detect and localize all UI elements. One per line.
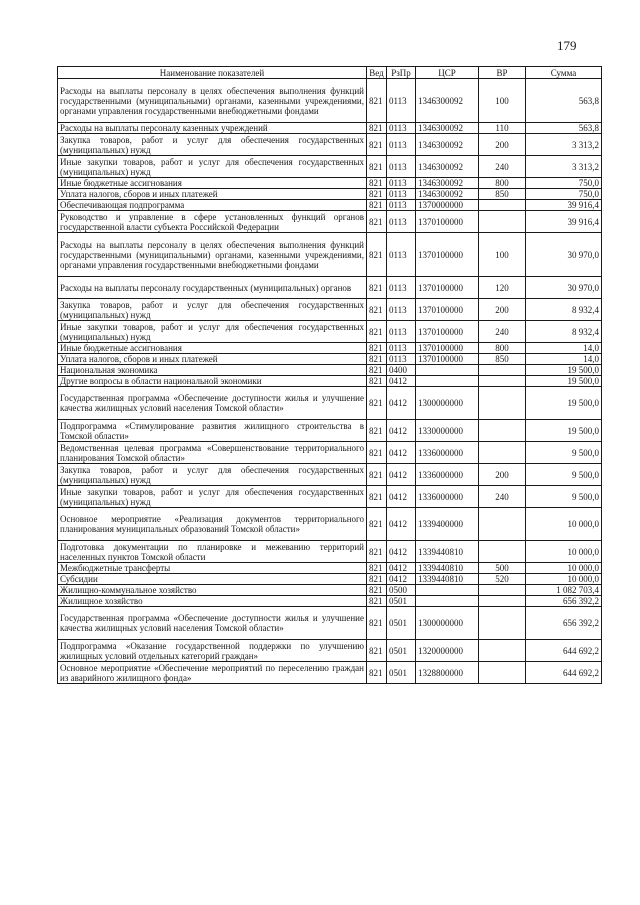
cell-rzpr: 0113: [387, 123, 416, 134]
table-row: [58, 123, 602, 134]
cell-rzpr: 0113: [387, 299, 416, 321]
cell-vr: 100: [479, 233, 526, 277]
cell-ved: 821: [367, 376, 387, 387]
cell-rzpr: 0412: [387, 563, 416, 574]
cell-ved: 821: [367, 134, 387, 156]
cell-name: Государственная программа «Обеспечение доступности жилья и улучшение качества жилищных условий населения Томской области»: [58, 607, 367, 640]
cell-ved: 821: [367, 585, 387, 596]
cell-ved: 821: [367, 365, 387, 376]
cell-sum: 750,0: [526, 189, 602, 200]
cell-ved: 821: [367, 200, 387, 211]
cell-sum: 30 970,0: [526, 277, 602, 299]
cell-sum: 750,0: [526, 178, 602, 189]
table-row: [58, 387, 602, 420]
cell-name: Закупка товаров, работ и услуг для обеспечения государственных (муниципальных) нужд: [58, 464, 367, 486]
cell-csr: 1339400000: [416, 508, 479, 541]
cell-csr: 1370100000: [416, 321, 479, 343]
cell-name: Межбюджетные трансферты: [58, 563, 367, 574]
cell-sum: 14,0: [526, 354, 602, 365]
cell-sum: 10 000,0: [526, 563, 602, 574]
cell-name: Расходы на выплаты персоналу в целях обеспечения выполнения функций государственными (муниципальными) органами, казенными учреждениями, органами управления государственными внебюджетными фондами: [58, 79, 367, 123]
table-row: [58, 211, 602, 233]
cell-csr: [416, 596, 479, 607]
cell-ved: 821: [367, 354, 387, 365]
cell-vr: 800: [479, 178, 526, 189]
table-row: [58, 640, 602, 662]
cell-rzpr: 0412: [387, 420, 416, 442]
cell-vr: [479, 365, 526, 376]
cell-name: Обеспечивающая подпрограмма: [58, 200, 367, 211]
cell-ved: 821: [367, 541, 387, 563]
cell-sum: 19 500,0: [526, 387, 602, 420]
cell-sum: 14,0: [526, 343, 602, 354]
cell-vr: 500: [479, 563, 526, 574]
cell-name: Закупка товаров, работ и услуг для обеспечения государственных (муниципальных) нужд: [58, 134, 367, 156]
cell-sum: 644 692,2: [526, 662, 602, 684]
cell-rzpr: 0412: [387, 574, 416, 585]
cell-rzpr: 0412: [387, 508, 416, 541]
cell-ved: 821: [367, 640, 387, 662]
table-row: [58, 156, 602, 178]
table-row: [58, 134, 602, 156]
cell-name: Национальная экономика: [58, 365, 367, 376]
header-name: Наименование показателей: [58, 67, 367, 79]
cell-sum: 9 500,0: [526, 464, 602, 486]
cell-rzpr: 0400: [387, 365, 416, 376]
cell-name: Другие вопросы в области национальной экономики: [58, 376, 367, 387]
cell-name: Государственная программа «Обеспечение доступности жилья и улучшение качества жилищных условий населения Томской области»: [58, 387, 367, 420]
cell-vr: [479, 596, 526, 607]
table-row: [58, 541, 602, 563]
cell-name: Подпрограмма «Оказание государственной поддержки по улучшению жилищных условий отдельных категорий граждан»: [58, 640, 367, 662]
cell-ved: 821: [367, 420, 387, 442]
cell-ved: 821: [367, 387, 387, 420]
cell-sum: 30 970,0: [526, 233, 602, 277]
cell-ved: 821: [367, 277, 387, 299]
cell-rzpr: 0113: [387, 200, 416, 211]
cell-vr: [479, 376, 526, 387]
cell-vr: [479, 640, 526, 662]
page-number: 179: [557, 38, 577, 53]
cell-vr: 120: [479, 277, 526, 299]
cell-ved: 821: [367, 189, 387, 200]
cell-vr: [479, 585, 526, 596]
cell-csr: 1370100000: [416, 343, 479, 354]
cell-ved: 821: [367, 486, 387, 508]
cell-sum: 8 932,4: [526, 321, 602, 343]
table-row: [58, 354, 602, 365]
cell-rzpr: 0412: [387, 541, 416, 563]
cell-csr: 1339440810: [416, 563, 479, 574]
cell-vr: 240: [479, 486, 526, 508]
cell-csr: 1370000000: [416, 200, 479, 211]
cell-rzpr: 0412: [387, 486, 416, 508]
cell-csr: 1346300092: [416, 134, 479, 156]
cell-csr: 1339440810: [416, 574, 479, 585]
cell-name: Уплата налогов, сборов и иных платежей: [58, 189, 367, 200]
cell-name: Ведомственная целевая программа «Совершенствование территориального планирования Томской области»: [58, 442, 367, 464]
cell-csr: 1339440810: [416, 541, 479, 563]
cell-ved: 821: [367, 79, 387, 123]
table-header-row: [58, 67, 602, 79]
table-row: [58, 343, 602, 354]
cell-name: Уплата налогов, сборов и иных платежей: [58, 354, 367, 365]
cell-csr: [416, 365, 479, 376]
table-row: [58, 200, 602, 211]
cell-rzpr: 0412: [387, 442, 416, 464]
cell-csr: 1336000000: [416, 442, 479, 464]
cell-sum: 656 392,2: [526, 607, 602, 640]
budget-table: [57, 66, 602, 684]
cell-ved: 821: [367, 508, 387, 541]
cell-sum: 1 082 703,4: [526, 585, 602, 596]
cell-vr: 240: [479, 321, 526, 343]
table-row: [58, 585, 602, 596]
cell-sum: 39 916,4: [526, 211, 602, 233]
cell-rzpr: 0113: [387, 178, 416, 189]
table-row: [58, 420, 602, 442]
cell-rzpr: 0113: [387, 134, 416, 156]
cell-name: Субсидии: [58, 574, 367, 585]
cell-csr: 1320000000: [416, 640, 479, 662]
cell-rzpr: 0412: [387, 376, 416, 387]
cell-rzpr: 0500: [387, 585, 416, 596]
table-row: [58, 365, 602, 376]
cell-sum: 19 500,0: [526, 376, 602, 387]
cell-vr: [479, 607, 526, 640]
cell-sum: 644 692,2: [526, 640, 602, 662]
cell-vr: [479, 200, 526, 211]
cell-vr: [479, 442, 526, 464]
table-body: [58, 79, 602, 684]
cell-vr: [479, 211, 526, 233]
cell-rzpr: 0412: [387, 387, 416, 420]
cell-name: Руководство и управление в сфере установленных функций органов государственной власти субъекта Российской Федерации: [58, 211, 367, 233]
table-row: [58, 178, 602, 189]
cell-sum: 9 500,0: [526, 442, 602, 464]
table-row: [58, 596, 602, 607]
cell-csr: 1346300092: [416, 189, 479, 200]
cell-vr: 110: [479, 123, 526, 134]
cell-name: Основное мероприятие «Обеспечение мероприятий по переселению граждан из аварийного жилищного фонда»: [58, 662, 367, 684]
cell-ved: 821: [367, 596, 387, 607]
cell-csr: 1346300092: [416, 123, 479, 134]
cell-name: Иные закупки товаров, работ и услуг для обеспечения государственных (муниципальных) нужд: [58, 486, 367, 508]
cell-ved: 821: [367, 343, 387, 354]
cell-rzpr: 0113: [387, 321, 416, 343]
cell-sum: 8 932,4: [526, 299, 602, 321]
cell-rzpr: 0113: [387, 354, 416, 365]
cell-vr: 240: [479, 156, 526, 178]
cell-csr: 1370100000: [416, 354, 479, 365]
cell-name: Жилищное хозяйство: [58, 596, 367, 607]
cell-csr: 1336000000: [416, 486, 479, 508]
cell-name: Жилищно-коммунальное хозяйство: [58, 585, 367, 596]
cell-csr: 1370100000: [416, 299, 479, 321]
cell-name: Иные бюджетные ассигнования: [58, 343, 367, 354]
table-row: [58, 299, 602, 321]
cell-name: Расходы на выплаты персоналу в целях обеспечения выполнения функций государственными (муниципальными) органами, казенными учреждениями, органами управления государственными внебюджетными фондами: [58, 233, 367, 277]
cell-csr: 1300000000: [416, 387, 479, 420]
cell-sum: 3 313,2: [526, 156, 602, 178]
cell-sum: 656 392,2: [526, 596, 602, 607]
cell-sum: 563,8: [526, 123, 602, 134]
cell-vr: [479, 387, 526, 420]
cell-sum: 3 313,2: [526, 134, 602, 156]
cell-ved: 821: [367, 123, 387, 134]
cell-rzpr: 0113: [387, 156, 416, 178]
table-row: [58, 607, 602, 640]
cell-name: Расходы на выплаты персоналу государственных (муниципальных) органов: [58, 277, 367, 299]
cell-csr: 1346300092: [416, 79, 479, 123]
cell-rzpr: 0412: [387, 464, 416, 486]
cell-csr: [416, 376, 479, 387]
cell-ved: 821: [367, 321, 387, 343]
table-row: [58, 321, 602, 343]
cell-csr: 1330000000: [416, 420, 479, 442]
table-row: [58, 662, 602, 684]
cell-rzpr: 0113: [387, 233, 416, 277]
cell-sum: 563,8: [526, 79, 602, 123]
cell-ved: 821: [367, 156, 387, 178]
cell-rzpr: 0113: [387, 277, 416, 299]
cell-name: Подготовка документации по планировке и межеванию территорий населенных пунктов Томской области: [58, 541, 367, 563]
cell-csr: 1370100000: [416, 233, 479, 277]
cell-ved: 821: [367, 607, 387, 640]
cell-name: Основное мероприятие «Реализация документов территориального планирования муниципальных образований Томской области»: [58, 508, 367, 541]
cell-rzpr: 0501: [387, 596, 416, 607]
cell-sum: 19 500,0: [526, 420, 602, 442]
cell-vr: 800: [479, 343, 526, 354]
cell-csr: 1370100000: [416, 211, 479, 233]
cell-rzpr: 0113: [387, 343, 416, 354]
cell-csr: 1336000000: [416, 464, 479, 486]
cell-csr: 1328800000: [416, 662, 479, 684]
cell-vr: [479, 541, 526, 563]
table-row: [58, 189, 602, 200]
cell-ved: 821: [367, 464, 387, 486]
cell-ved: 821: [367, 299, 387, 321]
cell-sum: 9 500,0: [526, 486, 602, 508]
cell-sum: 39 916,4: [526, 200, 602, 211]
cell-sum: 19 500,0: [526, 365, 602, 376]
cell-vr: [479, 508, 526, 541]
cell-csr: 1346300092: [416, 156, 479, 178]
cell-sum: 10 000,0: [526, 574, 602, 585]
cell-vr: 200: [479, 134, 526, 156]
table-row: [58, 233, 602, 277]
cell-vr: 520: [479, 574, 526, 585]
table-row: [58, 563, 602, 574]
cell-csr: 1300000000: [416, 607, 479, 640]
table-row: [58, 376, 602, 387]
cell-name: Иные бюджетные ассигнования: [58, 178, 367, 189]
cell-ved: 821: [367, 662, 387, 684]
table-row: [58, 486, 602, 508]
cell-ved: 821: [367, 211, 387, 233]
cell-name: Иные закупки товаров, работ и услуг для обеспечения государственных (муниципальных) нужд: [58, 321, 367, 343]
cell-sum: 10 000,0: [526, 508, 602, 541]
cell-csr: [416, 585, 479, 596]
cell-vr: [479, 420, 526, 442]
cell-rzpr: 0501: [387, 662, 416, 684]
cell-vr: 850: [479, 354, 526, 365]
table-row: [58, 464, 602, 486]
table-row: [58, 79, 602, 123]
cell-vr: [479, 662, 526, 684]
cell-ved: 821: [367, 442, 387, 464]
cell-vr: 200: [479, 464, 526, 486]
header-csr: ЦСР: [416, 67, 479, 79]
cell-name: Расходы на выплаты персоналу казенных учреждений: [58, 123, 367, 134]
cell-rzpr: 0113: [387, 79, 416, 123]
cell-csr: 1370100000: [416, 277, 479, 299]
cell-sum: 10 000,0: [526, 541, 602, 563]
header-rzpr: РзПр: [387, 67, 416, 79]
table-row: [58, 277, 602, 299]
table-row: [58, 508, 602, 541]
header-ved: Вед: [367, 67, 387, 79]
table-row: [58, 442, 602, 464]
cell-name: Закупка товаров, работ и услуг для обеспечения государственных (муниципальных) нужд: [58, 299, 367, 321]
cell-ved: 821: [367, 563, 387, 574]
cell-ved: 821: [367, 574, 387, 585]
cell-vr: 100: [479, 79, 526, 123]
cell-vr: 200: [479, 299, 526, 321]
cell-name: Подпрограмма «Стимулирование развития жилищного строительства в Томской области»: [58, 420, 367, 442]
table-row: [58, 574, 602, 585]
header-sum: Сумма: [526, 67, 602, 79]
cell-ved: 821: [367, 233, 387, 277]
cell-rzpr: 0501: [387, 640, 416, 662]
header-vr: ВР: [479, 67, 526, 79]
cell-ved: 821: [367, 178, 387, 189]
cell-rzpr: 0113: [387, 189, 416, 200]
cell-csr: 1346300092: [416, 178, 479, 189]
cell-rzpr: 0113: [387, 211, 416, 233]
cell-vr: 850: [479, 189, 526, 200]
cell-name: Иные закупки товаров, работ и услуг для обеспечения государственных (муниципальных) нужд: [58, 156, 367, 178]
cell-rzpr: 0501: [387, 607, 416, 640]
